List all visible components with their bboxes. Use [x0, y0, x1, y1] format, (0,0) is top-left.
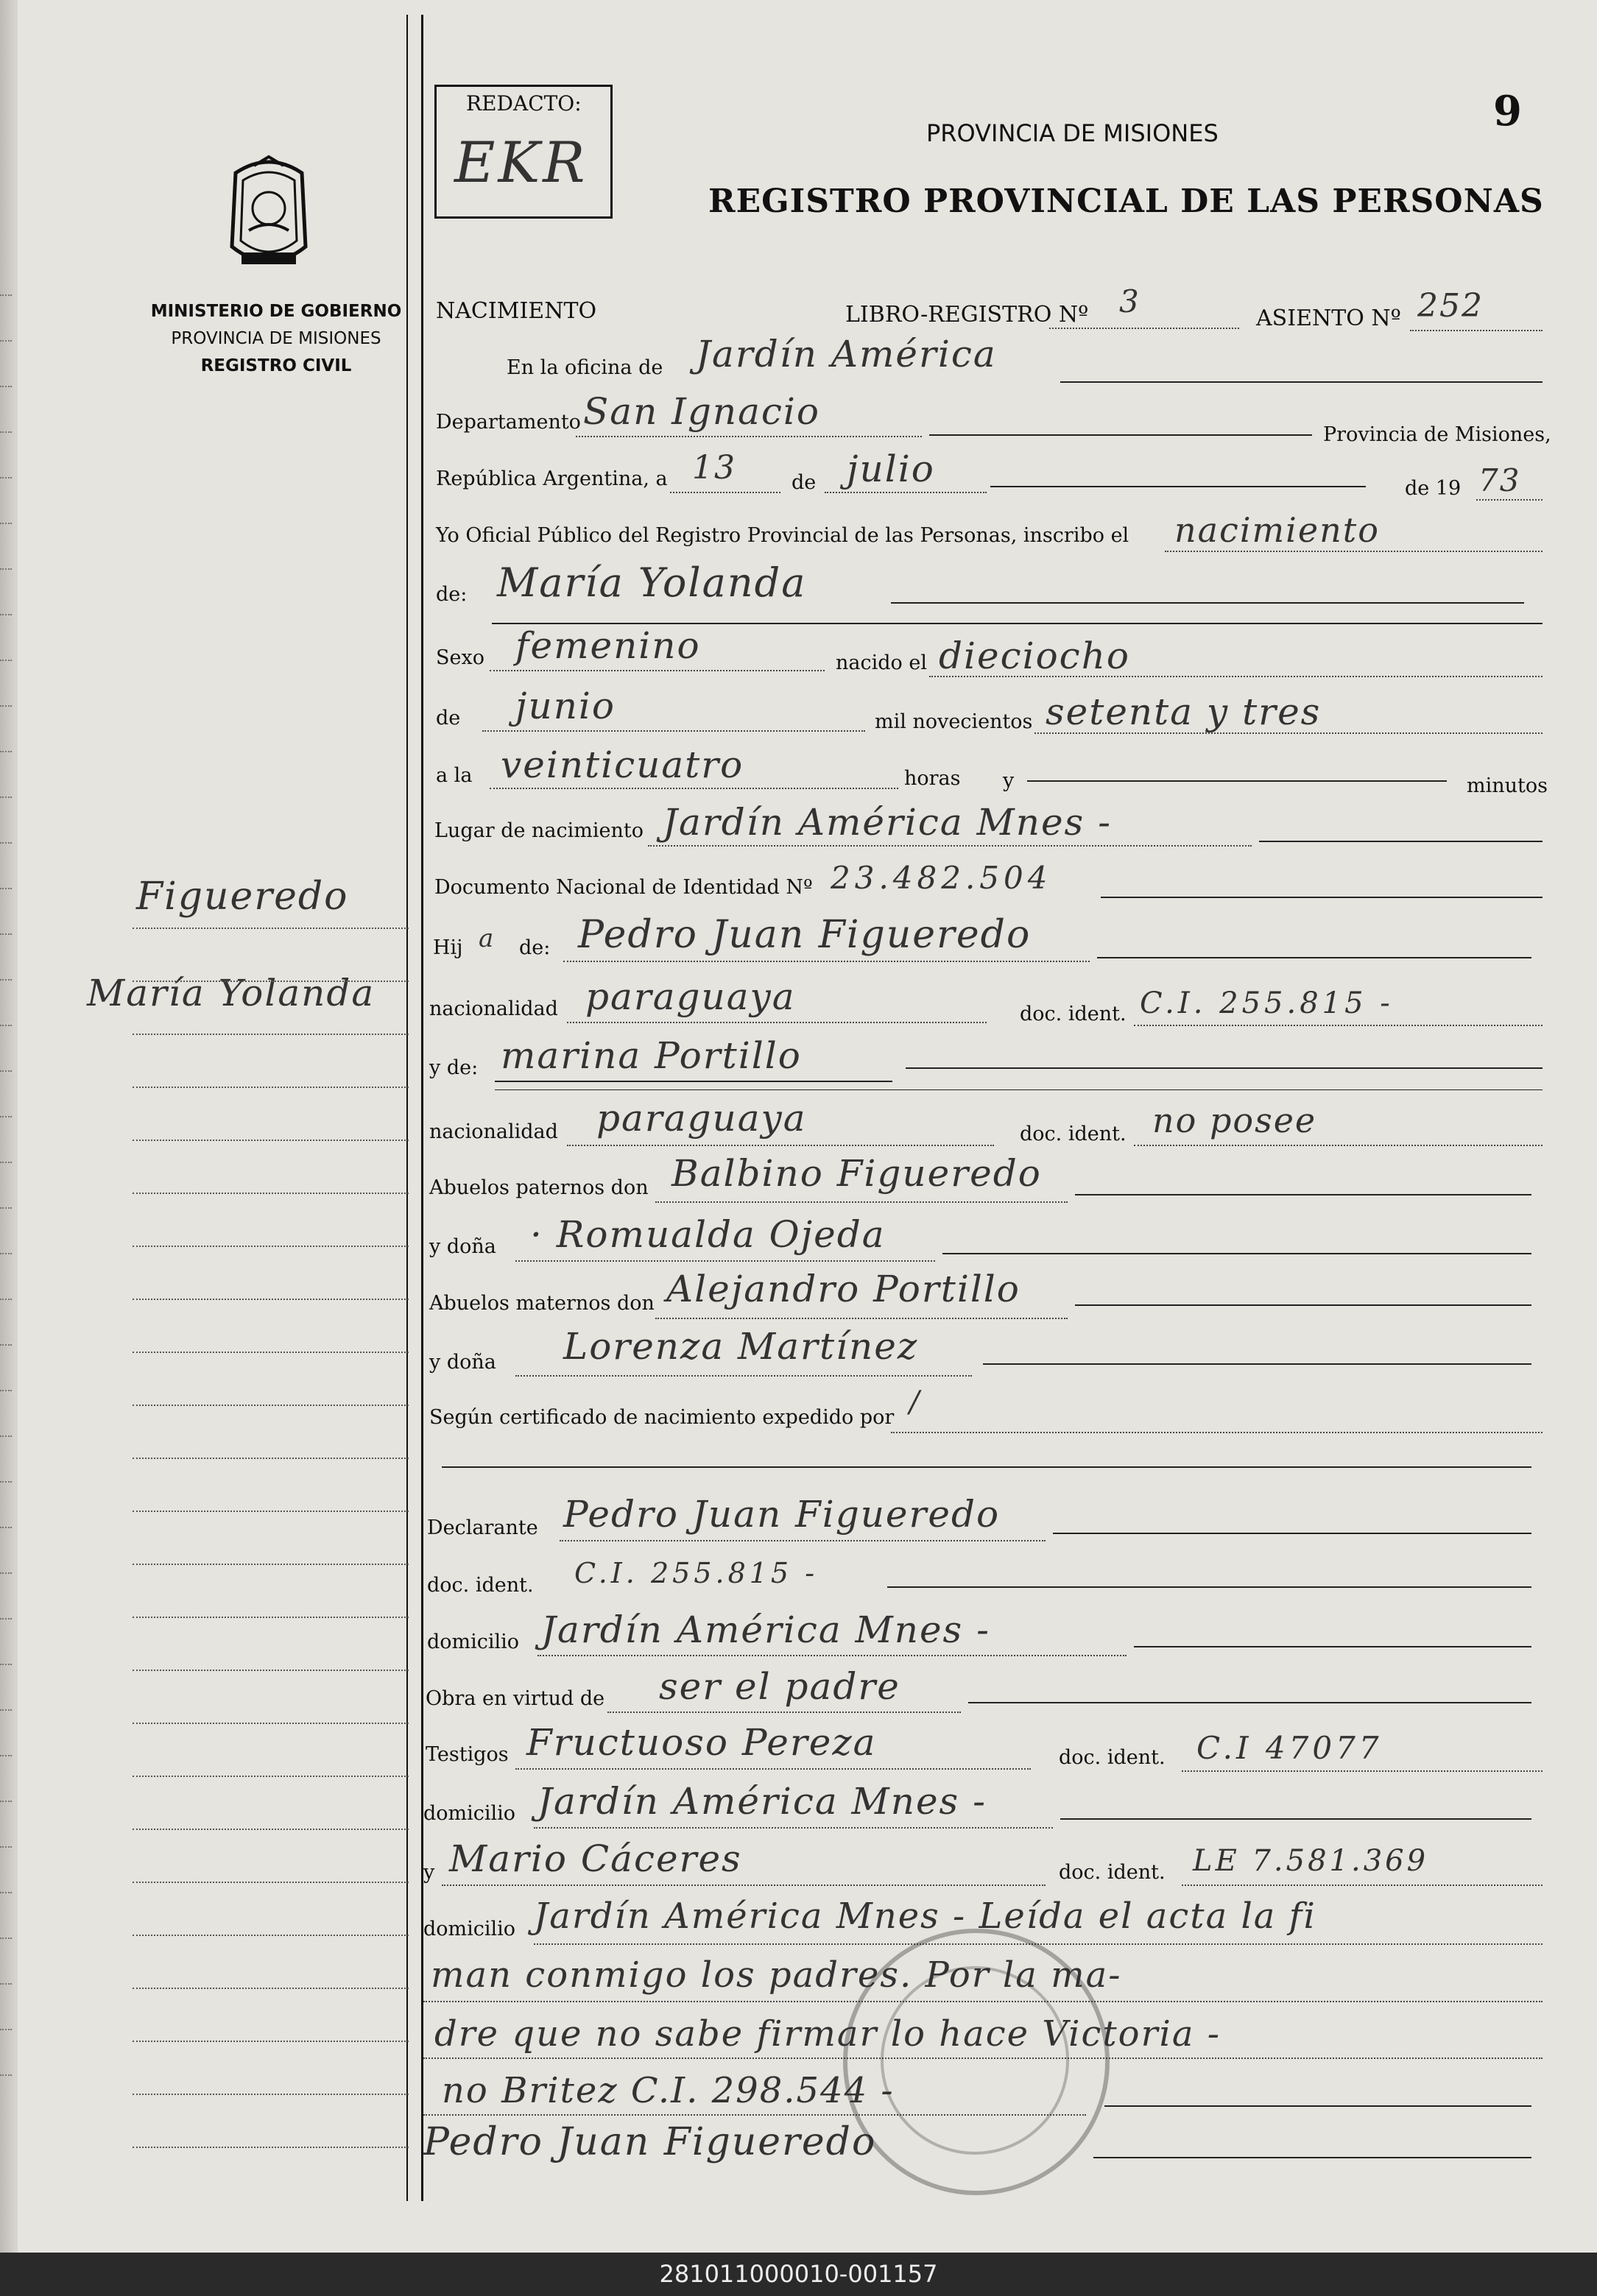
lugar-value: Jardín América Mnes - — [663, 801, 1112, 844]
padre-doc-line — [1134, 1025, 1543, 1026]
redacto-label: REDACTO: — [466, 91, 582, 116]
de19-label: de 19 — [1405, 477, 1462, 500]
lugar-line — [1259, 841, 1543, 842]
doct1-label: doc. ident. — [1059, 1746, 1166, 1769]
oficina-value: Jardín América — [696, 333, 997, 375]
testigo1-value: Fructuoso Pereza — [526, 1721, 877, 1764]
testigo2-line — [442, 1885, 1046, 1886]
madre-underline — [495, 1081, 892, 1082]
declarante-doc-line — [887, 1586, 1531, 1588]
libro-line — [1049, 328, 1239, 329]
abuelo-mat: Alejandro Portillo — [666, 1268, 1020, 1310]
asiento-value: 252 — [1417, 287, 1484, 325]
testigo2-domicilio: Jardín América Mnes - Leída el acta la fi — [534, 1896, 1316, 1937]
official-stamp — [843, 1929, 1110, 2195]
dni-line — [1101, 897, 1543, 898]
de2-label: de — [436, 707, 461, 730]
hijo-de-label: de: — [519, 936, 551, 959]
sexo-label: Sexo — [436, 646, 484, 669]
ministry-line-1: MINISTERIO DE GOBIERNO — [150, 302, 402, 321]
doc1-label: doc. ident. — [1020, 1003, 1127, 1025]
domicilio1-label: domicilio — [427, 1631, 520, 1653]
certificado-line-2 — [442, 1466, 1531, 1468]
anio-line — [1476, 499, 1543, 501]
image-id-footer: 281011000010-001157 — [0, 2253, 1597, 2296]
mes-line — [990, 486, 1366, 487]
declarante-label: Declarante — [427, 1516, 538, 1539]
oficina-line — [1060, 381, 1543, 383]
yde-label: y de: — [429, 1056, 479, 1079]
ydona2-label: y doña — [429, 1351, 496, 1374]
departamento-line — [929, 434, 1312, 436]
madre-nacionalidad: paraguaya — [596, 1097, 807, 1140]
declarante-dots — [560, 1540, 1046, 1541]
testigo1-domicilio: Jardín América Mnes - — [537, 1780, 987, 1823]
nacido-anio: setenta y tres — [1046, 690, 1322, 733]
madre-nac-line — [567, 1145, 994, 1146]
lugar-dots — [648, 845, 1252, 847]
nacido-mes-line — [482, 730, 865, 732]
signature-line — [1093, 2157, 1531, 2158]
obra-label: Obra en virtud de — [426, 1687, 605, 1710]
note-1: man conmigo los padres. Por la ma- — [431, 1954, 1122, 1996]
doc2-label: doc. ident. — [1020, 1123, 1127, 1145]
madre-line — [906, 1067, 1543, 1069]
testigo1-line — [515, 1768, 1031, 1770]
minutos-line — [1027, 780, 1447, 782]
abuelos-mat-label: Abuelos maternos don — [429, 1292, 655, 1315]
yo-label: Yo Oficial Público del Registro Provincial de las Personas, inscribo el — [436, 524, 1129, 547]
inscribo-line — [1165, 551, 1543, 552]
note-2: dre que no sabe firmar lo hace Victoria - — [434, 2013, 1221, 2055]
nombre-line — [891, 602, 1524, 604]
hijo-suffix: a — [479, 924, 496, 953]
dia-value: 13 — [692, 449, 736, 487]
abuela-mat: Lorenza Martínez — [563, 1325, 919, 1368]
redacto-initials: EKR — [454, 130, 588, 195]
nombre-value: María Yolanda — [497, 559, 807, 606]
abuelo-mat-dots — [655, 1318, 1068, 1319]
testigo2-doc: LE 7.581.369 — [1193, 1844, 1429, 1878]
y2-label: y — [423, 1861, 435, 1884]
testigo1-domicilio-dots — [534, 1827, 1053, 1829]
madre-doc-line — [1134, 1145, 1543, 1146]
padre-line — [1097, 957, 1531, 958]
certificado-label: Según certificado de nacimiento expedido por — [429, 1406, 895, 1429]
redacto-box — [434, 85, 613, 219]
declarante-domicilio: Jardín América Mnes - — [541, 1608, 990, 1651]
y-label: y — [1003, 769, 1015, 792]
declarante-domicilio-dots — [537, 1655, 1127, 1656]
asiento-label: ASIENTO Nº — [1256, 305, 1401, 331]
signature: Pedro Juan Figueredo — [423, 2120, 877, 2164]
province-seal-icon — [221, 151, 317, 280]
doct2-label: doc. ident. — [1059, 1861, 1166, 1884]
abuela-mat-dots — [515, 1375, 972, 1377]
nacido-label: nacido el — [836, 651, 927, 674]
padre-nacionalidad: paraguaya — [585, 975, 796, 1018]
margin-dotted-lines — [133, 876, 409, 2148]
note-3: no Britez C.I. 298.544 - — [442, 2070, 895, 2111]
madre-value: marina Portillo — [501, 1034, 802, 1077]
registry-title: REGISTRO PROVINCIAL DE LAS PERSONAS — [708, 183, 1544, 220]
republica-label: República Argentina, a — [436, 467, 668, 490]
declarante-domicilio-line — [1134, 1646, 1531, 1647]
lugar-label: Lugar de nacimiento — [434, 819, 644, 842]
minutos-label: minutos — [1467, 774, 1548, 797]
libro-value: 3 — [1119, 283, 1141, 319]
testigo1-domicilio-line — [1060, 1818, 1531, 1820]
libro-label: LIBRO-REGISTRO Nº — [845, 302, 1089, 328]
mil-label: mil novecientos — [875, 710, 1033, 733]
horas-label: horas — [904, 767, 961, 790]
padre-doc: C.I. 255.815 - — [1140, 986, 1394, 1020]
testigos-label: Testigos — [426, 1743, 509, 1766]
nacido-mes: junio — [515, 685, 616, 727]
nac1-label: nacionalidad — [429, 997, 558, 1020]
nac2-label: nacionalidad — [429, 1120, 558, 1143]
mes-dots — [825, 492, 987, 493]
departamento-label: Departamento — [436, 411, 581, 434]
declarante-doc: C.I. 255.815 - — [574, 1557, 819, 1589]
page-number: 9 — [1493, 87, 1522, 135]
asiento-line — [1410, 330, 1543, 331]
padre-dots — [563, 961, 1090, 962]
record-type: NACIMIENTO — [436, 298, 597, 324]
abuelo-pat-line — [1075, 1194, 1531, 1195]
edge-dotted-lines — [0, 250, 12, 2076]
declarante-line — [1053, 1533, 1531, 1534]
hora-value: veinticuatro — [501, 743, 744, 786]
nacido-dia: dieciocho — [939, 635, 1130, 677]
obra-dots — [607, 1712, 961, 1713]
anio-value: 73 — [1478, 462, 1521, 498]
oficina-label: En la oficina de — [507, 356, 663, 379]
abuela-pat: · Romualda Ojeda — [530, 1213, 886, 1256]
abuela-pat-dots — [515, 1260, 935, 1262]
note-line-3b — [1104, 2105, 1531, 2107]
abuelos-pat-label: Abuelos paternos don — [429, 1176, 649, 1199]
provincia-suffix: Provincia de Misiones, — [1323, 423, 1551, 446]
margin-surname: Figueredo — [136, 875, 349, 919]
domicilio3-label: domicilio — [423, 1918, 516, 1940]
declarante-value: Pedro Juan Figueredo — [563, 1493, 1001, 1536]
ministry-block — [140, 298, 412, 380]
dia-line — [670, 492, 780, 493]
testigo2-value: Mario Cáceres — [449, 1837, 742, 1880]
ministry-line-2: PROVINCIA DE MISIONES — [171, 329, 381, 348]
padre-value: Pedro Juan Figueredo — [578, 913, 1032, 957]
margin-given-name: María Yolanda — [87, 972, 376, 1014]
ydona1-label: y doña — [429, 1235, 496, 1258]
abuela-mat-line — [983, 1363, 1531, 1365]
domicilio2-label: domicilio — [423, 1802, 516, 1825]
departamento-dots — [576, 436, 922, 437]
mes-value: julio — [847, 448, 935, 490]
obra-value: ser el padre — [659, 1665, 900, 1708]
dni-value: 23.482.504 — [831, 860, 1052, 896]
madre-doc: no posee — [1152, 1101, 1317, 1140]
ala-label: a la — [436, 764, 473, 787]
abuelo-pat: Balbino Figueredo — [671, 1152, 1042, 1195]
obra-line — [968, 1702, 1531, 1703]
madre-line-2 — [495, 1089, 1543, 1090]
certificado-line — [891, 1432, 1543, 1433]
de-label: de — [792, 471, 817, 494]
testigo1-doc: C.I 47077 — [1196, 1730, 1383, 1766]
abuelo-mat-line — [1075, 1304, 1531, 1306]
inscribo-value: nacimiento — [1174, 510, 1380, 550]
testigo2-doc-line — [1182, 1885, 1543, 1886]
sexo-line — [490, 670, 825, 671]
padre-nac-line — [567, 1022, 987, 1023]
abuelo-pat-dots — [655, 1201, 1068, 1203]
sexo-value: femenino — [515, 624, 701, 667]
hijo-label: Hij — [433, 936, 463, 959]
hora-line — [490, 788, 898, 789]
departamento-value: San Ignacio — [583, 390, 821, 433]
certificado-value: / — [909, 1385, 921, 1419]
testigo1-doc-line — [1182, 1770, 1543, 1772]
de-name-label: de: — [436, 583, 468, 606]
ministry-line-3: REGISTRO CIVIL — [200, 356, 352, 375]
abuela-pat-line — [942, 1253, 1531, 1254]
docdecl-label: doc. ident. — [427, 1574, 534, 1597]
province-title: PROVINCIA DE MISIONES — [926, 119, 1219, 147]
dni-label: Documento Nacional de Identidad Nº — [434, 876, 813, 899]
